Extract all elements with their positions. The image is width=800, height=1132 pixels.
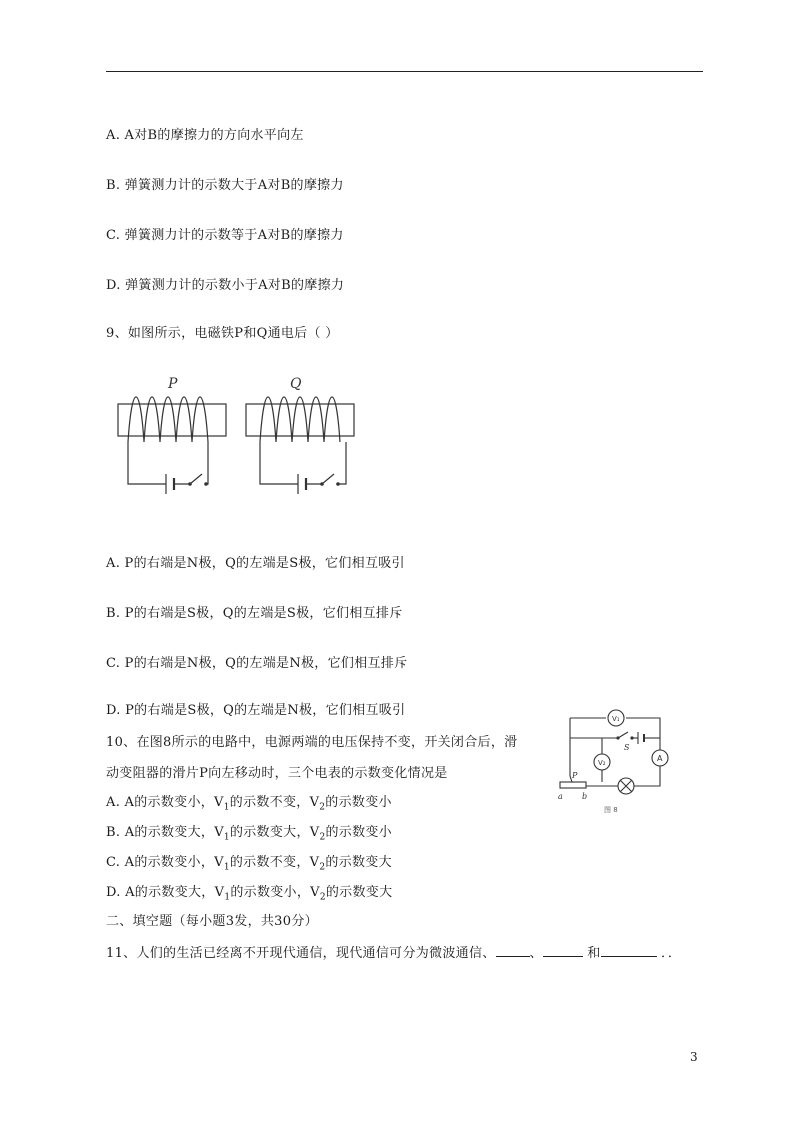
end-a-label: a: [558, 792, 563, 801]
q10-option-a: A. A的示数变小，$V_1$的示数不变，$V_2$的示数变小: [106, 795, 392, 813]
page-number: 3: [690, 1050, 698, 1064]
end-b-label: b: [582, 792, 588, 801]
q9-option-c: C. P的右端是N极，Q的左端是N极，它们相互排斥: [106, 656, 408, 671]
ammeter-label: A: [657, 754, 663, 763]
label-q: Q: [290, 376, 302, 392]
q9-option-d: D. P的右端是S极，Q的左端是N极，它们相互吸引: [106, 703, 406, 718]
q10-stem-line2: 动变阻器的滑片P向左移动时，三个电表的示数变化情况是: [106, 766, 448, 781]
section-fill-in-heading: 二、填空题（每小题3发，共30分）: [106, 914, 318, 929]
q8-option-a: A. A对B的摩擦力的方向水平向左: [106, 128, 304, 143]
header-rule: [106, 71, 703, 72]
q8-option-b: B. 弹簧测力计的示数大于A对B的摩擦力: [106, 178, 344, 193]
q9-stem: 9、如图所示，电磁铁P和Q通电后（ ）: [106, 326, 339, 341]
slider-label: P: [572, 771, 578, 780]
q11-blank-3[interactable]: [601, 944, 657, 957]
q11-line: 11、人们的生活已经离不开现代通信，现代通信可分为微波通信、 、 和 ．．: [106, 946, 682, 961]
q10-option-b: B. A的示数变大，$V_1$的示数变大，$V_2$的示数变小: [106, 825, 392, 843]
q9-option-b: B. P的右端是S极，Q的左端是S极，它们相互排斥: [106, 606, 403, 621]
q10-option-c: C. A的示数变小，$V_1$的示数不变，$V_2$的示数变大: [106, 855, 392, 873]
circuit-figure-8: [556, 706, 690, 816]
q10-stem-line1: 10、在图8所示的电路中，电源两端的电压保持不变，开关闭合后，滑: [106, 735, 518, 750]
q9-option-a: A. P的右端是N极，Q的左端是S极，它们相互吸引: [106, 556, 405, 571]
q11-blank-1[interactable]: [496, 944, 530, 957]
q11-blank-2[interactable]: [543, 944, 583, 957]
v1-label: V₁: [612, 715, 620, 723]
switch-label: S: [624, 743, 630, 752]
q10-option-d: D. A的示数变大，$V_1$的示数变小，$V_2$的示数变大: [106, 885, 393, 903]
v2-label: V₂: [598, 759, 606, 767]
q8-option-d: D. 弹簧测力计的示数小于A对B的摩擦力: [106, 278, 345, 293]
label-p: P: [168, 376, 178, 392]
electromagnet-figure: [110, 372, 360, 502]
figure-caption: 图 8: [604, 806, 618, 814]
q8-option-c: C. 弹簧测力计的示数等于A对B的摩擦力: [106, 228, 344, 243]
